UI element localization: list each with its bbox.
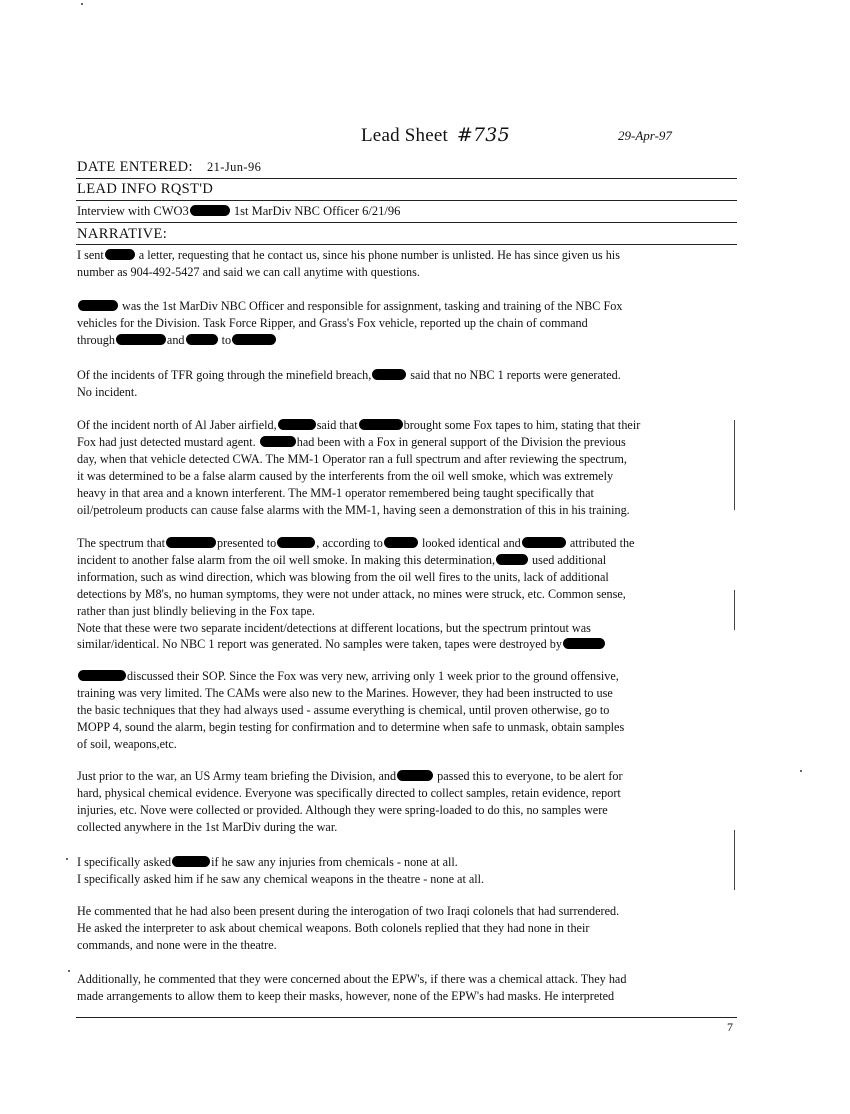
rule-lead — [76, 200, 737, 201]
text-line: if he saw any injuries from chemicals - none at all. — [211, 855, 458, 869]
interview-field — [77, 204, 400, 219]
text-line: injuries, etc. Nove were collected or provided. Although they were spring-loaded to do this, no samples were — [77, 802, 608, 817]
redaction — [496, 554, 528, 565]
text-line: looked identical and — [421, 536, 521, 550]
text-line: Additionally, he commented that they were concerned about the EPW's, if there was a chemical attack. They had — [77, 972, 627, 986]
title-text: Lead Sheet — [361, 125, 448, 146]
text-line: hard, physical chemical evidence. Everyone was specifically directed to collect samples, retain evidence, report — [77, 785, 621, 800]
redaction — [563, 638, 605, 649]
text-line: heavy in that area and a known interferent. The MM-1 operator remembered being taught specifically that — [77, 485, 594, 500]
interview-suffix: 1st MarDiv NBC Officer 6/21/96 — [233, 204, 401, 218]
text-line: Just prior to the war, an US Army team briefing the Division, and — [77, 769, 397, 783]
redaction — [397, 770, 433, 781]
scan-speck — [68, 970, 70, 972]
text-line: it was determined to be a false alarm caused by the interferents from the oil well smoke, which was extremely — [77, 468, 614, 483]
narrative-paragraph-7 — [77, 768, 737, 836]
page-title — [361, 124, 510, 147]
redaction — [277, 537, 315, 548]
text-line: said that no NBC 1 reports were generated. — [410, 368, 621, 382]
redaction — [78, 670, 126, 681]
margin-mark — [734, 420, 735, 510]
text-line: discussed their SOP. Since the Fox was very new, arriving only 1 week prior to the ground offensive, — [127, 669, 619, 683]
text-line: was the 1st MarDiv NBC Officer and responsible for assignment, tasking and training of the NBC Fox — [122, 299, 623, 313]
text-line: presented to — [217, 536, 277, 550]
text-line: collected anywhere in the 1st MarDiv during the war. — [77, 819, 338, 834]
scan-speck — [81, 3, 83, 5]
text-line: of soil, weapons,etc. — [77, 736, 177, 751]
page-number: 7 — [727, 1020, 733, 1034]
narrative-label: NARRATIVE: — [77, 226, 168, 242]
redaction — [260, 436, 296, 447]
scan-speck — [66, 858, 68, 860]
narrative-paragraph-1 — [77, 247, 737, 281]
redaction — [105, 249, 135, 260]
narrative-paragraph-6 — [77, 668, 737, 753]
text-line: day, when that vehicle detected CWA. The MM-1 Operator ran a full spectrum and after reviewing the spectrum, — [77, 451, 627, 466]
text-line: MOPP 4, sound the alarm, begin testing for confirmation and to determine when safe to unmask, obtain samples — [77, 719, 625, 734]
text-line: similar/identical. No NBC 1 report was generated. No samples were taken, tapes were destroyed by — [77, 637, 562, 652]
text-line: information, such as wind direction, which was blowing from the oil well fires to the units, lack of additional — [77, 569, 609, 584]
text-line: and — [166, 332, 185, 347]
date-entered-label: DATE ENTERED: — [77, 159, 193, 175]
redaction — [116, 334, 166, 345]
narrative-paragraph-5 — [77, 535, 737, 653]
text-line: vehicles for the Division. Task Force Ripper, and Grass's Fox vehicle, reported up the chain of command — [77, 315, 588, 330]
text-line: oil/petroleum products can cause false alarms with the MM-1, having seen a demonstration of this in his training. — [77, 502, 630, 517]
text-line: Of the incidents of TFR going through the minefield breach, — [77, 368, 372, 382]
redaction — [232, 334, 276, 345]
margin-mark — [734, 590, 735, 630]
narrative-paragraph-4 — [77, 417, 737, 518]
text-line: I specifically asked him if he saw any chemical weapons in the theatre - none at all. — [77, 871, 485, 886]
footer-rule — [76, 1017, 737, 1018]
sheet-number: #735 — [456, 124, 510, 146]
text-line: commands, and none were in the theatre. — [77, 937, 277, 952]
text-line: training was very limited. The CAMs were also new to the Marines. However, they had been instructed to use — [77, 685, 613, 700]
narrative-paragraph-9 — [77, 903, 737, 954]
narrative-paragraph-8 — [77, 854, 737, 888]
text-line: a letter, requesting that he contact us, since his phone number is unlisted. He has since given us his — [138, 248, 620, 262]
text-line: No incident. — [77, 384, 138, 399]
redaction — [384, 537, 418, 548]
date-entered-value: 21-Jun-96 — [206, 160, 262, 174]
text-line: number as 904-492-5427 and said we can call anytime with questions. — [77, 264, 420, 279]
date-entered-field — [77, 159, 261, 176]
narrative-paragraph-2 — [77, 298, 737, 349]
redaction — [172, 856, 210, 867]
redaction — [372, 369, 406, 380]
margin-mark — [734, 830, 735, 890]
text-line: , according to — [316, 536, 383, 550]
rule-narrative — [76, 244, 737, 245]
text-line: to — [221, 332, 232, 347]
rule-date — [76, 178, 737, 179]
redaction — [278, 419, 316, 430]
text-line: Of the incident north of Al Jaber airfield, — [77, 418, 277, 432]
lead-info-label: LEAD INFO RQST'D — [77, 181, 214, 197]
text-line: He asked the interpreter to ask about chemical weapons. Both colonels replied that they had none in their — [77, 920, 590, 935]
text-line: the basic techniques that they had always used - assume everything is chemical, until proven otherwise, go to — [77, 702, 610, 717]
text-line: used additional — [532, 552, 607, 567]
redaction — [359, 419, 403, 430]
text-line: made arrangements to allow them to keep their masks, however, none of the EPW's had masks. He interpreted — [77, 988, 615, 1003]
narrative-paragraph-10 — [77, 971, 737, 1005]
text-line: had been with a Fox in general support of the Division the previous — [296, 434, 626, 449]
redaction — [186, 334, 218, 345]
text-line: attributed the — [569, 536, 635, 550]
redaction — [190, 205, 230, 216]
rule-interview — [76, 222, 737, 223]
text-line: passed this to everyone, to be alert for — [437, 769, 623, 783]
text-line: I sent — [77, 248, 104, 262]
redaction — [78, 300, 118, 311]
text-line: incident to another false alarm from the oil well smoke. In making this determination, — [77, 552, 495, 567]
text-line: rather than just blindly believing in the Fox tape. — [77, 603, 315, 618]
scan-speck — [800, 770, 802, 772]
text-line: He commented that he had also been present during the interogation of two Iraqi colonels that had surrendered. — [77, 904, 620, 918]
text-line: I specifically asked — [77, 855, 172, 869]
text-line: The spectrum that — [77, 536, 165, 550]
redaction — [522, 537, 566, 548]
header-date: 29-Apr-97 — [618, 128, 672, 143]
text-line: detections by M8's, no human symptoms, they were not under attack, no mines were struck, etc. Common sense, — [77, 586, 626, 601]
text-line: said that — [316, 418, 358, 432]
text-line: Fox had just detected mustard agent. — [77, 434, 256, 449]
text-line: Note that these were two separate incident/detections at different locations, but the spectrum printout was — [77, 620, 591, 635]
narrative-paragraph-3 — [77, 367, 737, 401]
redaction — [166, 537, 216, 548]
text-line: brought some Fox tapes to him, stating that their — [403, 418, 641, 432]
interview-prefix: Interview with CWO3 — [77, 204, 189, 218]
text-line: through — [77, 332, 115, 347]
